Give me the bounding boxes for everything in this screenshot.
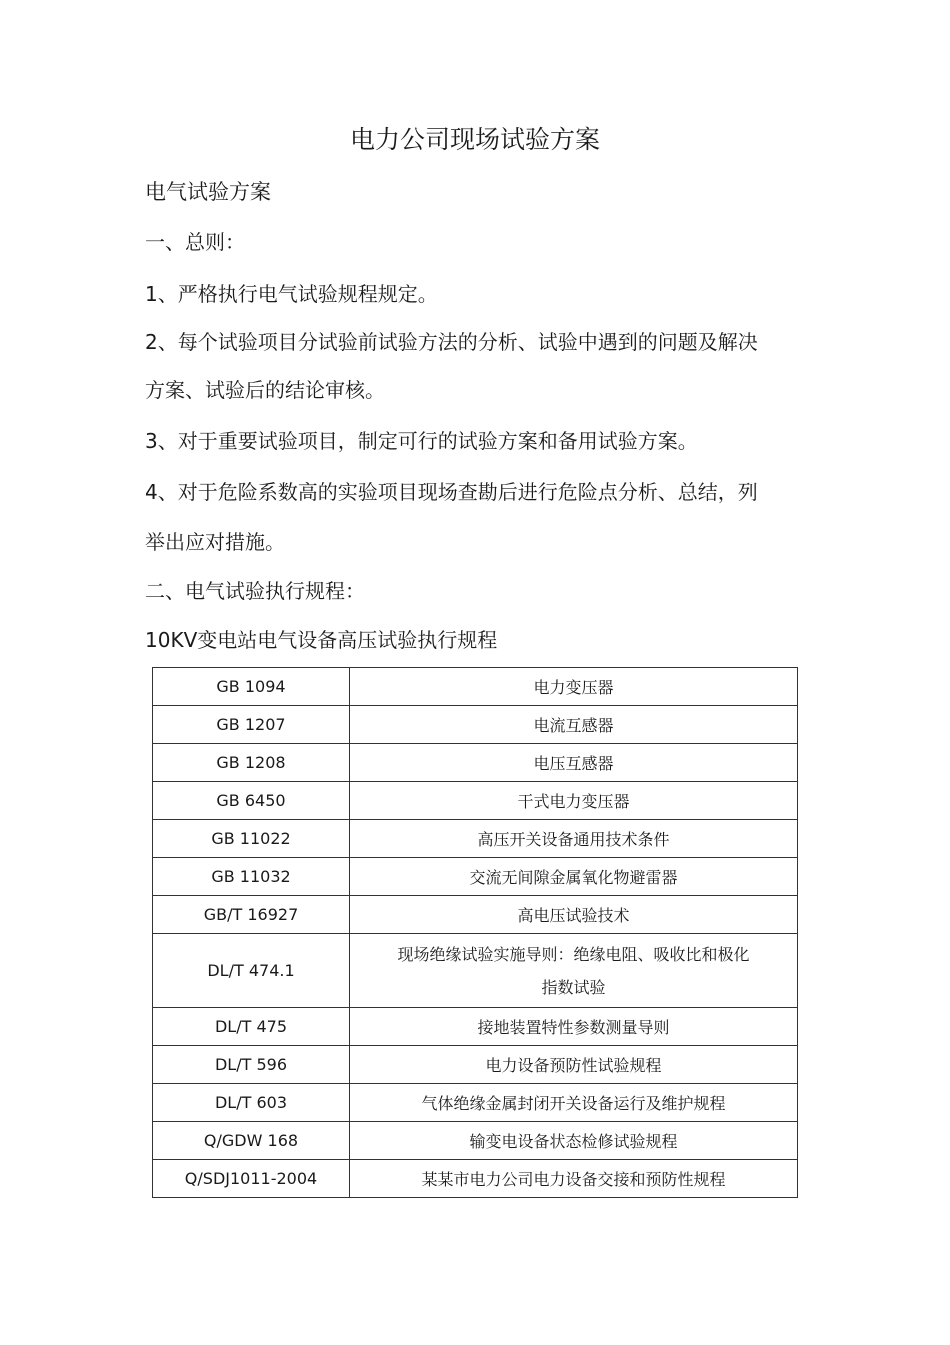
table-row	[153, 1160, 798, 1198]
table-caption: 10KV变电站电气设备高压试验执行规程	[145, 628, 498, 652]
table-row	[153, 782, 798, 820]
table-row	[153, 1084, 798, 1122]
page-title: 电力公司现场试验方案	[349, 125, 600, 154]
table-row	[153, 820, 798, 858]
table-row	[153, 744, 798, 782]
list-item-4-line2: 举出应对措施。	[145, 530, 285, 554]
list-item-3: 3、对于重要试验项目，制定可行的试验方案和备用试验方案。	[145, 429, 698, 453]
standard-name: 电力设备预防性试验规程	[350, 1046, 798, 1084]
standard-name: 高电压试验技术	[350, 896, 798, 934]
standard-code: Q/SDJ1011-2004	[153, 1160, 350, 1198]
standard-name: 输变电设备状态检修试验规程	[350, 1122, 798, 1160]
standard-name: 交流无间隙金属氧化物避雷器	[350, 858, 798, 896]
standard-name: 电压互感器	[350, 744, 798, 782]
standard-code: GB/T 16927	[153, 896, 350, 934]
standard-name	[350, 934, 798, 1008]
standard-code: GB 1207	[153, 706, 350, 744]
standard-code: GB 1208	[153, 744, 350, 782]
standard-name: 电流互感器	[350, 706, 798, 744]
standard-name: 气体绝缘金属封闭开关设备运行及维护规程	[350, 1084, 798, 1122]
standard-code: GB 11032	[153, 858, 350, 896]
standard-name: 高压开关设备通用技术条件	[350, 820, 798, 858]
standards-table	[152, 667, 798, 1198]
standard-code: DL/T 474.1	[153, 934, 350, 1008]
standard-name: 电力变压器	[350, 668, 798, 706]
standard-code: GB 11022	[153, 820, 350, 858]
list-item-1: 1、严格执行电气试验规程规定。	[145, 282, 438, 306]
standard-name-line2: 指数试验	[541, 977, 606, 997]
table-row	[153, 706, 798, 744]
document-subtitle: 电气试验方案	[145, 180, 271, 204]
standard-code: DL/T 596	[153, 1046, 350, 1084]
standard-code: GB 6450	[153, 782, 350, 820]
standard-name-line1: 现场绝缘试验实施导则：绝缘电阻、吸收比和极化	[397, 944, 750, 964]
table-row	[153, 1122, 798, 1160]
table-row	[153, 1046, 798, 1084]
table-row	[153, 858, 798, 896]
standard-code: GB 1094	[153, 668, 350, 706]
list-item-2-line1: 2、每个试验项目分试验前试验方法的分析、试验中遇到的问题及解决	[145, 330, 758, 354]
list-item-4-line1: 4、对于危险系数高的实验项目现场查勘后进行危险点分析、总结，列	[145, 480, 758, 504]
standard-code: DL/T 475	[153, 1008, 350, 1046]
table-row	[153, 1008, 798, 1046]
table-row	[153, 668, 798, 706]
standard-code: Q/GDW 168	[153, 1122, 350, 1160]
standard-name: 某某市电力公司电力设备交接和预防性规程	[350, 1160, 798, 1198]
standard-name: 干式电力变压器	[350, 782, 798, 820]
standard-name: 接地装置特性参数测量导则	[350, 1008, 798, 1046]
standard-code: DL/T 603	[153, 1084, 350, 1122]
list-item-2-line2: 方案、试验后的结论审核。	[145, 378, 385, 402]
section-heading-regulations: 二、电气试验执行规程：	[145, 579, 365, 603]
section-heading-general: 一、总则：	[145, 230, 245, 254]
table-row	[153, 896, 798, 934]
table-row	[153, 934, 798, 1008]
